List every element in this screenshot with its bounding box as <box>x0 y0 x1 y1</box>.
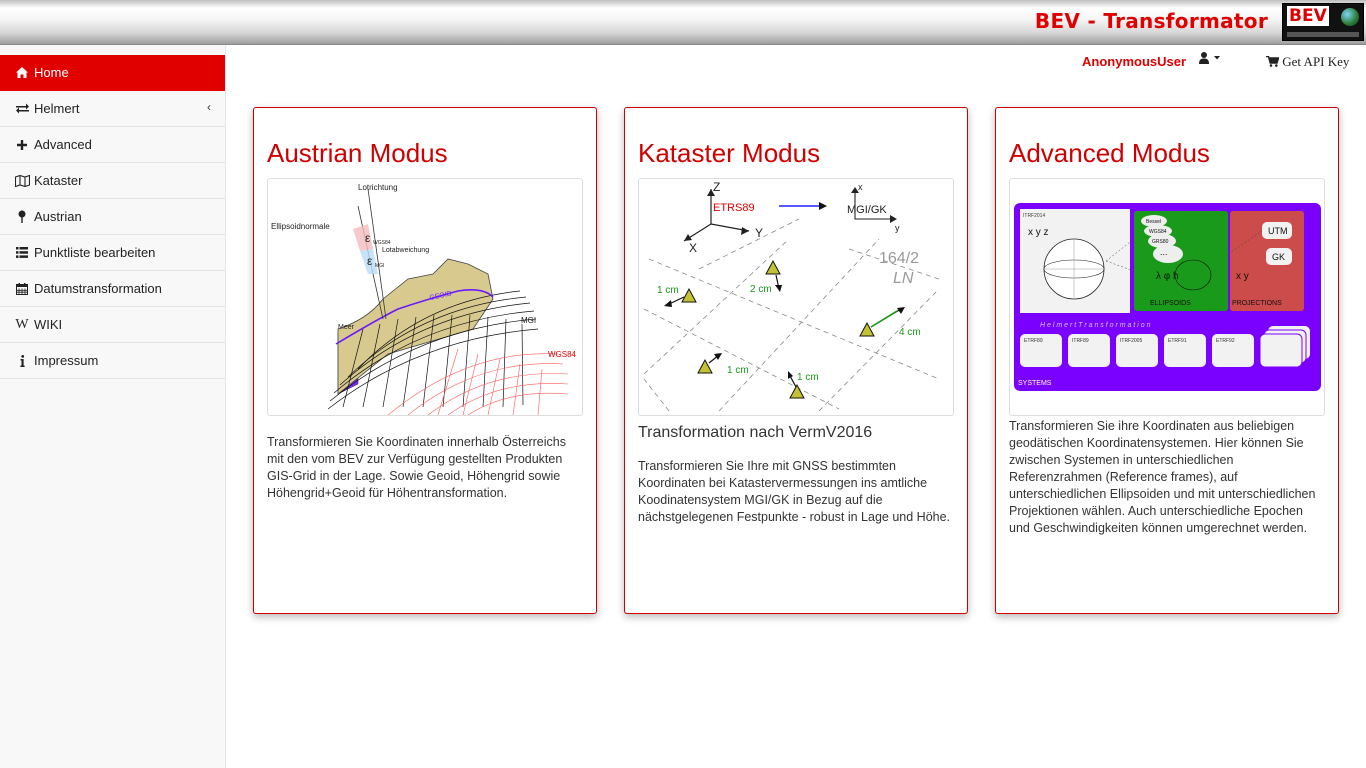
map-pin-icon <box>14 210 30 223</box>
card-title: Advanced Modus <box>1009 138 1210 168</box>
label-helmert-transformation: H e l m e r t T r a n s f o r m a t i o n <box>1040 322 1151 329</box>
chevron-left-icon[interactable]: ‹ <box>207 100 211 114</box>
exchange-icon <box>14 103 30 114</box>
label-projections: PROJECTIONS <box>1232 300 1282 307</box>
card-title: Kataster Modus <box>638 138 821 168</box>
label-etrf89: ETRF89 <box>1024 338 1043 344</box>
label-wgs84-small: WGS84 <box>373 240 391 246</box>
logo-subtitle-bar <box>1287 32 1359 37</box>
label-mgi-small: MGI <box>375 263 385 269</box>
sidebar-item-kataster[interactable] <box>0 163 225 199</box>
home-icon <box>14 67 30 78</box>
user-menu-dropdown[interactable] <box>1199 52 1221 67</box>
label-bessel: Bessel <box>1146 219 1162 225</box>
label-ln: LN <box>893 270 914 287</box>
label-systems: SYSTEMS <box>1018 380 1052 387</box>
sidebar-item-punktliste[interactable] <box>0 235 225 271</box>
sidebar-item-advanced[interactable] <box>0 127 225 163</box>
advanced-systems-diagram <box>1009 178 1325 416</box>
card-advanced-modus[interactable] <box>995 107 1339 614</box>
label-parcel: 164/2 <box>879 250 920 267</box>
austrian-geoid-diagram <box>267 178 583 416</box>
user-icon <box>1199 52 1221 64</box>
label-displacement-2: 2 cm <box>750 284 772 295</box>
label-etrf92: ETRF92 <box>1216 338 1235 344</box>
info-icon <box>14 355 30 367</box>
sidebar-item-label: Helmert <box>34 101 80 116</box>
axis-label-x: X <box>689 241 698 255</box>
sidebar-item-label: Kataster <box>34 173 83 188</box>
label-xyz: x y z <box>1028 227 1049 238</box>
label-itrf89: ITRF89 <box>1072 338 1089 344</box>
label-more-ellipsoids: ... <box>1160 247 1168 257</box>
card-description: Transformieren Sie ihre Koordinaten aus beliebigen geodätischen Koordinatensystemen. Hier können Sie zwischen Systemen in unterschiedlichen Referenzrahmen (Reference frames), auf unterschiedlichen Ellipsoiden und mit unterschiedlichen Projektionen wählen. Auch unterschiedliche Epochen und Geschwindigkeiten können umgerechnet werden. <box>1009 419 1316 535</box>
header-bar <box>0 0 1366 45</box>
sidebar-item-label: WIKI <box>34 317 63 332</box>
sidebar-item-label: Impressum <box>34 353 99 368</box>
label-displacement-3: 4 cm <box>899 327 921 338</box>
sidebar-item-label: Datumstransformation <box>34 281 162 296</box>
sidebar-item-helmert[interactable] <box>0 91 225 127</box>
label-mgi-gk: MGI/GK <box>847 204 887 216</box>
axis-label-x2: x <box>858 182 863 192</box>
label-utm: UTM <box>1268 226 1288 236</box>
axis-label-y2: y <box>895 223 900 233</box>
label-epsilon-2: ε <box>367 254 373 268</box>
bev-logo[interactable] <box>1282 3 1364 41</box>
globe-icon <box>1341 8 1359 26</box>
label-displacement-5: 1 cm <box>797 372 819 383</box>
label-etrf91: ETRF91 <box>1168 338 1187 344</box>
axis-label-y: Y <box>755 226 764 240</box>
card-subtitle: Transformation nach VermV2016 <box>638 424 873 441</box>
label-etrs89: ETRS89 <box>713 202 755 214</box>
axis-label-z: Z <box>713 180 721 194</box>
get-api-key-label: Get API Key <box>1282 54 1350 69</box>
card-kataster-modus[interactable] <box>624 107 968 614</box>
card-description: Transformieren Sie Koordinaten innerhalb Österreichs mit den vom BEV zur Verfügung gestellten Produkten GIS-Grid in der Lage. Sowie Geoid, Höhengrid sowie Höhengrid+Geoid für Höhentransformation. <box>267 435 566 500</box>
label-wgs84: WGS84 <box>548 350 577 359</box>
wikipedia-icon: W <box>15 316 29 332</box>
label-epsilon-1: ε <box>365 231 371 245</box>
sidebar-item-austrian[interactable] <box>0 199 225 235</box>
label-geoid: GEOID <box>428 290 453 302</box>
calendar-icon <box>14 283 30 295</box>
app-title: BEV - Transformator <box>1034 9 1268 33</box>
sidebar-item-impressum[interactable] <box>0 343 225 379</box>
username-link[interactable]: AnonymousUser <box>1082 54 1187 69</box>
label-displacement-1: 1 cm <box>657 285 679 296</box>
label-xy: x y <box>1236 271 1249 282</box>
logo-text: BEV <box>1289 6 1327 26</box>
sidebar-item-label: Punktliste bearbeiten <box>34 245 156 260</box>
sidebar-item-label: Home <box>34 65 69 80</box>
label-itrf2014: ITRF2014 <box>1023 213 1046 219</box>
sidebar <box>0 45 226 768</box>
label-wgs84-ellipsoid: WGS84 <box>1149 229 1167 235</box>
label-ellipsoidnormale: Ellipsoidnormale <box>271 222 330 231</box>
label-lotrichtung: Lotrichtung <box>358 183 398 192</box>
label-itrf2005: ITRF2005 <box>1120 338 1143 344</box>
label-mgi: MGI <box>521 316 537 325</box>
label-lotabweichung: Lotabweichung <box>382 247 430 254</box>
get-api-key-link[interactable] <box>1266 54 1349 70</box>
shopping-cart-icon <box>1266 56 1279 67</box>
card-description: Transformieren Sie Ihre mit GNSS bestimmten Koordinaten bei Katastervermessungen ins amtliche Koodinatensystem MGI/GK in Bezug auf die nächstgelegenen Festpunkte - robust in Lage und Höhe. <box>638 459 951 524</box>
label-gk: GK <box>1272 252 1286 262</box>
list-icon <box>14 247 30 258</box>
sidebar-item-label: Advanced <box>34 137 92 152</box>
sidebar-item-home[interactable] <box>0 55 225 91</box>
sidebar-item-wiki[interactable] <box>0 307 225 343</box>
label-lambda-phi-h: λ φ h <box>1156 271 1179 282</box>
card-title: Austrian Modus <box>267 138 448 168</box>
label-grs80: GRS80 <box>1152 239 1169 245</box>
card-austrian-modus[interactable] <box>253 107 597 614</box>
label-meer: Meer <box>338 324 354 331</box>
label-displacement-4: 1 cm <box>727 365 749 376</box>
sidebar-item-label: Austrian <box>34 209 82 224</box>
plus-icon <box>14 140 30 150</box>
sidebar-item-datumstransformation[interactable] <box>0 271 225 307</box>
label-ellipsoids: ELLIPSOIDS <box>1150 300 1191 307</box>
map-icon <box>14 175 30 187</box>
kataster-diagram <box>638 178 954 416</box>
